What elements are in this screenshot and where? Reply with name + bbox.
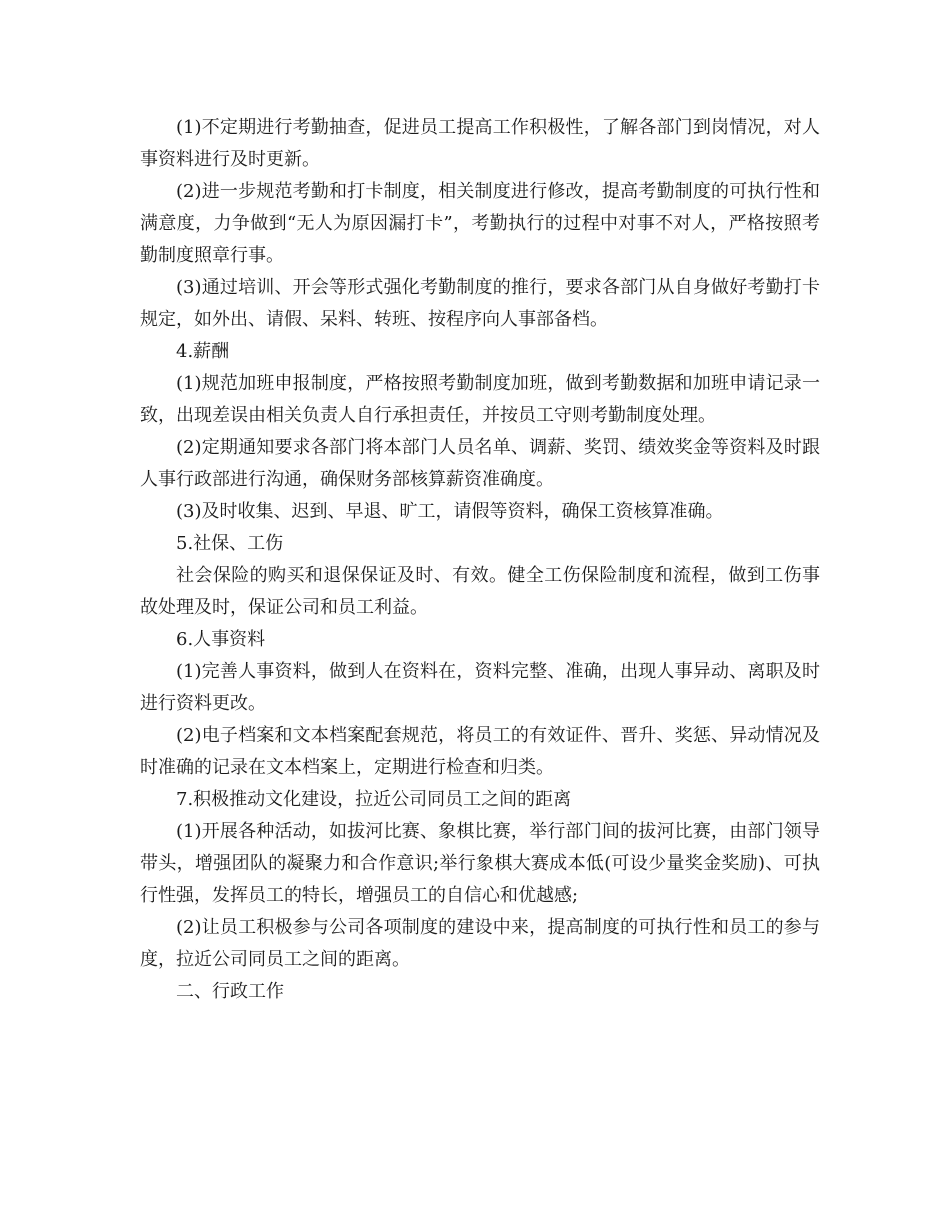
paragraph-culture-2: (2)让员工积极参与公司各项制度的建设中来，提高制度的可执行性和员工的参与度，拉近公司同员工之间的距离。 [140,917,820,970]
paragraph-social-insurance: 社会保险的购买和退保保证及时、有效。健全工伤保险制度和流程，做到工伤事故处理及时，保证公司和员工利益。 [140,565,820,618]
heading-social-insurance: 5.社保、工伤 [176,533,284,554]
heading-administration: 二、行政工作 [176,981,284,1002]
heading-culture: 7.积极推动文化建设，拉近公司同员工之间的距离 [176,789,572,810]
heading-personnel-records: 6.人事资料 [176,629,266,650]
paragraph-salary-2: (2)定期通知要求各部门将本部门人员名单、调薪、奖罚、绩效奖金等资料及时跟人事行政部进行沟通，确保财务部核算薪资准确度。 [140,437,820,490]
heading-salary: 4.薪酬 [176,341,230,362]
paragraph-culture-1: (1)开展各种活动，如拔河比赛、象棋比赛，举行部门间的拔河比赛，由部门领导带头，增强团队的凝聚力和合作意识;举行象棋大赛成本低(可设少量奖金奖励)、可执行性强，发挥员工的特长，增强员工的自信心和优越感; [140,821,820,906]
paragraph-attendance-3: (3)通过培训、开会等形式强化考勤制度的推行，要求各部门从自身做好考勤打卡规定，如外出、请假、呆料、转班、按程序向人事部备档。 [140,277,820,330]
paragraph-personnel-records-2: (2)电子档案和文本档案配套规范，将员工的有效证件、晋升、奖惩、异动情况及时准确的记录在文本档案上，定期进行检查和归类。 [140,725,820,778]
paragraph-salary-1: (1)规范加班申报制度，严格按照考勤制度加班，做到考勤数据和加班申请记录一致，出现差误由相关负责人自行承担责任，并按员工守则考勤制度处理。 [140,373,820,426]
paragraph-personnel-records-1: (1)完善人事资料，做到人在资料在，资料完整、准确，出现人事异动、离职及时进行资料更改。 [140,661,820,714]
paragraph-attendance-2: (2)进一步规范考勤和打卡制度，相关制度进行修改，提高考勤制度的可执行性和满意度，力争做到“无人为原因漏打卡”，考勤执行的过程中对事不对人，严格按照考勤制度照章行事。 [140,181,820,266]
paragraph-attendance-1: (1)不定期进行考勤抽查，促进员工提高工作积极性，了解各部门到岗情况，对人事资料进行及时更新。 [140,117,820,170]
paragraph-salary-3: (3)及时收集、迟到、早退、旷工，请假等资料，确保工资核算准确。 [176,501,724,522]
document-body [140,112,820,1008]
